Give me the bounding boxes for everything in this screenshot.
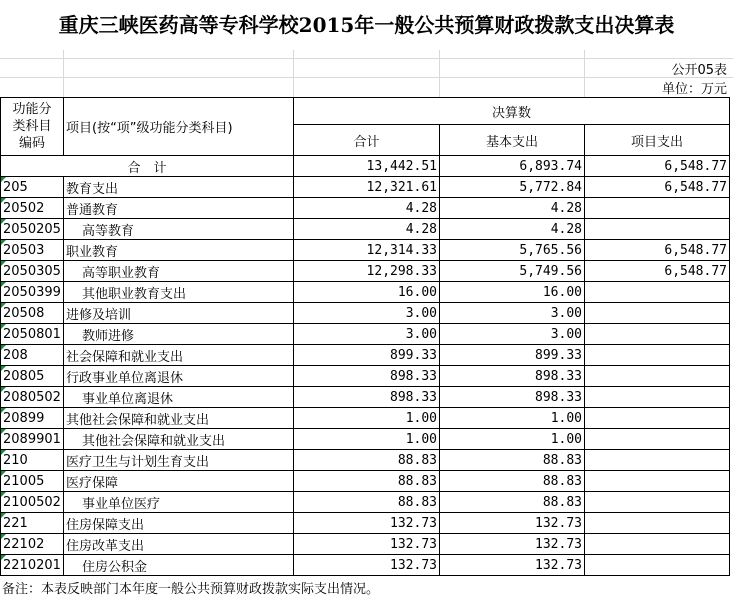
footnote: 备注：本表反映部门本年度一般公共预算财政拨款实际支出情况。 bbox=[2, 582, 380, 597]
total-basic: 6,893.74 bbox=[440, 156, 585, 177]
table-row bbox=[1, 513, 730, 534]
row-name: 医疗保障 bbox=[64, 471, 294, 492]
text-number-flag-icon bbox=[1, 471, 6, 476]
row-project bbox=[585, 408, 730, 429]
table-row bbox=[1, 324, 730, 345]
row-project bbox=[585, 534, 730, 555]
row-basic: 4.28 bbox=[440, 219, 585, 240]
total-header: 合计 bbox=[294, 125, 440, 156]
gridline bbox=[439, 50, 440, 97]
row-code: 2050399 bbox=[1, 282, 64, 303]
text-number-flag-icon bbox=[1, 408, 6, 413]
row-code: 20503 bbox=[1, 240, 64, 261]
table-row bbox=[1, 429, 730, 450]
row-total: 12,321.61 bbox=[294, 177, 440, 198]
row-total: 16.00 bbox=[294, 282, 440, 303]
gridline bbox=[293, 50, 294, 97]
text-number-flag-icon bbox=[1, 366, 6, 371]
table-row bbox=[1, 303, 730, 324]
header-row-1 bbox=[1, 98, 730, 125]
expenditure-table bbox=[0, 97, 730, 576]
total-project: 6,548.77 bbox=[585, 156, 730, 177]
text-number-flag-icon bbox=[1, 492, 6, 497]
row-code: 2089901 bbox=[1, 429, 64, 450]
row-code: 210 bbox=[1, 450, 64, 471]
row-name: 住房公积金 bbox=[64, 555, 294, 576]
row-project bbox=[585, 387, 730, 408]
text-number-flag-icon bbox=[1, 282, 6, 287]
row-total: 12,314.33 bbox=[294, 240, 440, 261]
row-code: 2050305 bbox=[1, 261, 64, 282]
table-row bbox=[1, 471, 730, 492]
text-number-flag-icon bbox=[1, 198, 6, 203]
final-account-header: 决算数 bbox=[294, 98, 730, 125]
row-name: 其他社会保障和就业支出 bbox=[64, 429, 294, 450]
row-name: 普通教育 bbox=[64, 198, 294, 219]
table-row bbox=[1, 387, 730, 408]
row-code: 20502 bbox=[1, 198, 64, 219]
row-project bbox=[585, 471, 730, 492]
table-row bbox=[1, 555, 730, 576]
row-project bbox=[585, 492, 730, 513]
row-total: 3.00 bbox=[294, 303, 440, 324]
row-basic: 5,772.84 bbox=[440, 177, 585, 198]
row-code: 2080502 bbox=[1, 387, 64, 408]
text-number-flag-icon bbox=[1, 513, 6, 518]
gridline bbox=[63, 50, 64, 97]
row-basic: 1.00 bbox=[440, 408, 585, 429]
row-total: 4.28 bbox=[294, 198, 440, 219]
row-code: 2050801 bbox=[1, 324, 64, 345]
text-number-flag-icon bbox=[1, 303, 6, 308]
row-project bbox=[585, 345, 730, 366]
row-basic: 16.00 bbox=[440, 282, 585, 303]
row-project bbox=[585, 429, 730, 450]
row-total: 88.83 bbox=[294, 471, 440, 492]
basic-header: 基本支出 bbox=[440, 125, 585, 156]
table-row bbox=[1, 345, 730, 366]
row-basic: 132.73 bbox=[440, 555, 585, 576]
row-total: 12,298.33 bbox=[294, 261, 440, 282]
row-project bbox=[585, 324, 730, 345]
row-total: 898.33 bbox=[294, 366, 440, 387]
row-basic: 5,749.56 bbox=[440, 261, 585, 282]
row-name: 职业教育 bbox=[64, 240, 294, 261]
code-header: 功能分 类科目 编码 bbox=[1, 98, 64, 156]
row-code: 20899 bbox=[1, 408, 64, 429]
row-basic: 4.28 bbox=[440, 198, 585, 219]
text-number-flag-icon bbox=[1, 534, 6, 539]
table-row bbox=[1, 492, 730, 513]
row-code: 2050205 bbox=[1, 219, 64, 240]
row-basic: 898.33 bbox=[440, 366, 585, 387]
text-number-flag-icon bbox=[1, 450, 6, 455]
text-number-flag-icon bbox=[1, 555, 6, 560]
row-basic: 3.00 bbox=[440, 303, 585, 324]
row-total: 88.83 bbox=[294, 492, 440, 513]
table-row bbox=[1, 282, 730, 303]
total-amount: 13,442.51 bbox=[294, 156, 440, 177]
row-basic: 3.00 bbox=[440, 324, 585, 345]
row-name: 医疗卫生与计划生育支出 bbox=[64, 450, 294, 471]
row-basic: 88.83 bbox=[440, 492, 585, 513]
text-number-flag-icon bbox=[1, 324, 6, 329]
row-basic: 899.33 bbox=[440, 345, 585, 366]
row-code: 2210201 bbox=[1, 555, 64, 576]
row-total: 132.73 bbox=[294, 534, 440, 555]
row-project bbox=[585, 513, 730, 534]
text-number-flag-icon bbox=[1, 429, 6, 434]
table-row bbox=[1, 366, 730, 387]
row-total: 1.00 bbox=[294, 408, 440, 429]
table-row bbox=[1, 261, 730, 282]
table-row bbox=[1, 450, 730, 471]
table-row bbox=[1, 177, 730, 198]
row-total: 132.73 bbox=[294, 555, 440, 576]
row-project bbox=[585, 282, 730, 303]
row-total: 899.33 bbox=[294, 345, 440, 366]
row-total: 132.73 bbox=[294, 513, 440, 534]
row-project bbox=[585, 555, 730, 576]
sheet-gridlines bbox=[0, 50, 733, 97]
row-project bbox=[585, 219, 730, 240]
form-number: 公开05表 bbox=[671, 63, 727, 78]
row-name: 其他职业教育支出 bbox=[64, 282, 294, 303]
table-row bbox=[1, 240, 730, 261]
row-basic: 132.73 bbox=[440, 534, 585, 555]
table-row bbox=[1, 408, 730, 429]
text-number-flag-icon bbox=[1, 240, 6, 245]
row-total: 898.33 bbox=[294, 387, 440, 408]
text-number-flag-icon bbox=[1, 387, 6, 392]
row-project bbox=[585, 366, 730, 387]
row-name: 住房改革支出 bbox=[64, 534, 294, 555]
row-code: 20508 bbox=[1, 303, 64, 324]
total-label: 合 计 bbox=[1, 156, 294, 177]
row-basic: 898.33 bbox=[440, 387, 585, 408]
row-name: 行政事业单位离退休 bbox=[64, 366, 294, 387]
project-header: 项目支出 bbox=[585, 125, 730, 156]
row-basic: 5,765.56 bbox=[440, 240, 585, 261]
table-body bbox=[1, 177, 730, 576]
row-code: 208 bbox=[1, 345, 64, 366]
row-project bbox=[585, 303, 730, 324]
row-total: 4.28 bbox=[294, 219, 440, 240]
row-name: 其他社会保障和就业支出 bbox=[64, 408, 294, 429]
row-code: 20805 bbox=[1, 366, 64, 387]
text-number-flag-icon bbox=[1, 219, 6, 224]
row-code: 21005 bbox=[1, 471, 64, 492]
row-name: 住房保障支出 bbox=[64, 513, 294, 534]
text-number-flag-icon bbox=[1, 177, 6, 182]
total-row bbox=[1, 156, 730, 177]
row-name: 高等职业教育 bbox=[64, 261, 294, 282]
row-total: 88.83 bbox=[294, 450, 440, 471]
text-number-flag-icon bbox=[1, 261, 6, 266]
row-name: 事业单位离退休 bbox=[64, 387, 294, 408]
row-basic: 132.73 bbox=[440, 513, 585, 534]
row-code: 22102 bbox=[1, 534, 64, 555]
row-project: 6,548.77 bbox=[585, 240, 730, 261]
row-basic: 88.83 bbox=[440, 450, 585, 471]
text-number-flag-icon bbox=[1, 345, 6, 350]
report-title: 重庆三峡医药高等专科学校2015年一般公共预算财政拨款支出决算表 bbox=[58, 13, 675, 37]
row-project bbox=[585, 198, 730, 219]
row-name: 高等教育 bbox=[64, 219, 294, 240]
row-total: 3.00 bbox=[294, 324, 440, 345]
row-total: 1.00 bbox=[294, 429, 440, 450]
row-name: 事业单位医疗 bbox=[64, 492, 294, 513]
name-header: 项目(按“项”级功能分类科目) bbox=[64, 98, 294, 156]
row-project: 6,548.77 bbox=[585, 177, 730, 198]
row-basic: 1.00 bbox=[440, 429, 585, 450]
row-code: 221 bbox=[1, 513, 64, 534]
row-name: 进修及培训 bbox=[64, 303, 294, 324]
row-project bbox=[585, 450, 730, 471]
row-name: 教师进修 bbox=[64, 324, 294, 345]
row-code: 205 bbox=[1, 177, 64, 198]
table-row bbox=[1, 198, 730, 219]
row-basic: 88.83 bbox=[440, 471, 585, 492]
row-code: 2100502 bbox=[1, 492, 64, 513]
row-name: 教育支出 bbox=[64, 177, 294, 198]
table-row bbox=[1, 219, 730, 240]
row-project: 6,548.77 bbox=[585, 261, 730, 282]
gridline bbox=[584, 50, 585, 97]
table-row bbox=[1, 534, 730, 555]
row-name: 社会保障和就业支出 bbox=[64, 345, 294, 366]
unit-label: 单位：万元 bbox=[661, 82, 727, 97]
